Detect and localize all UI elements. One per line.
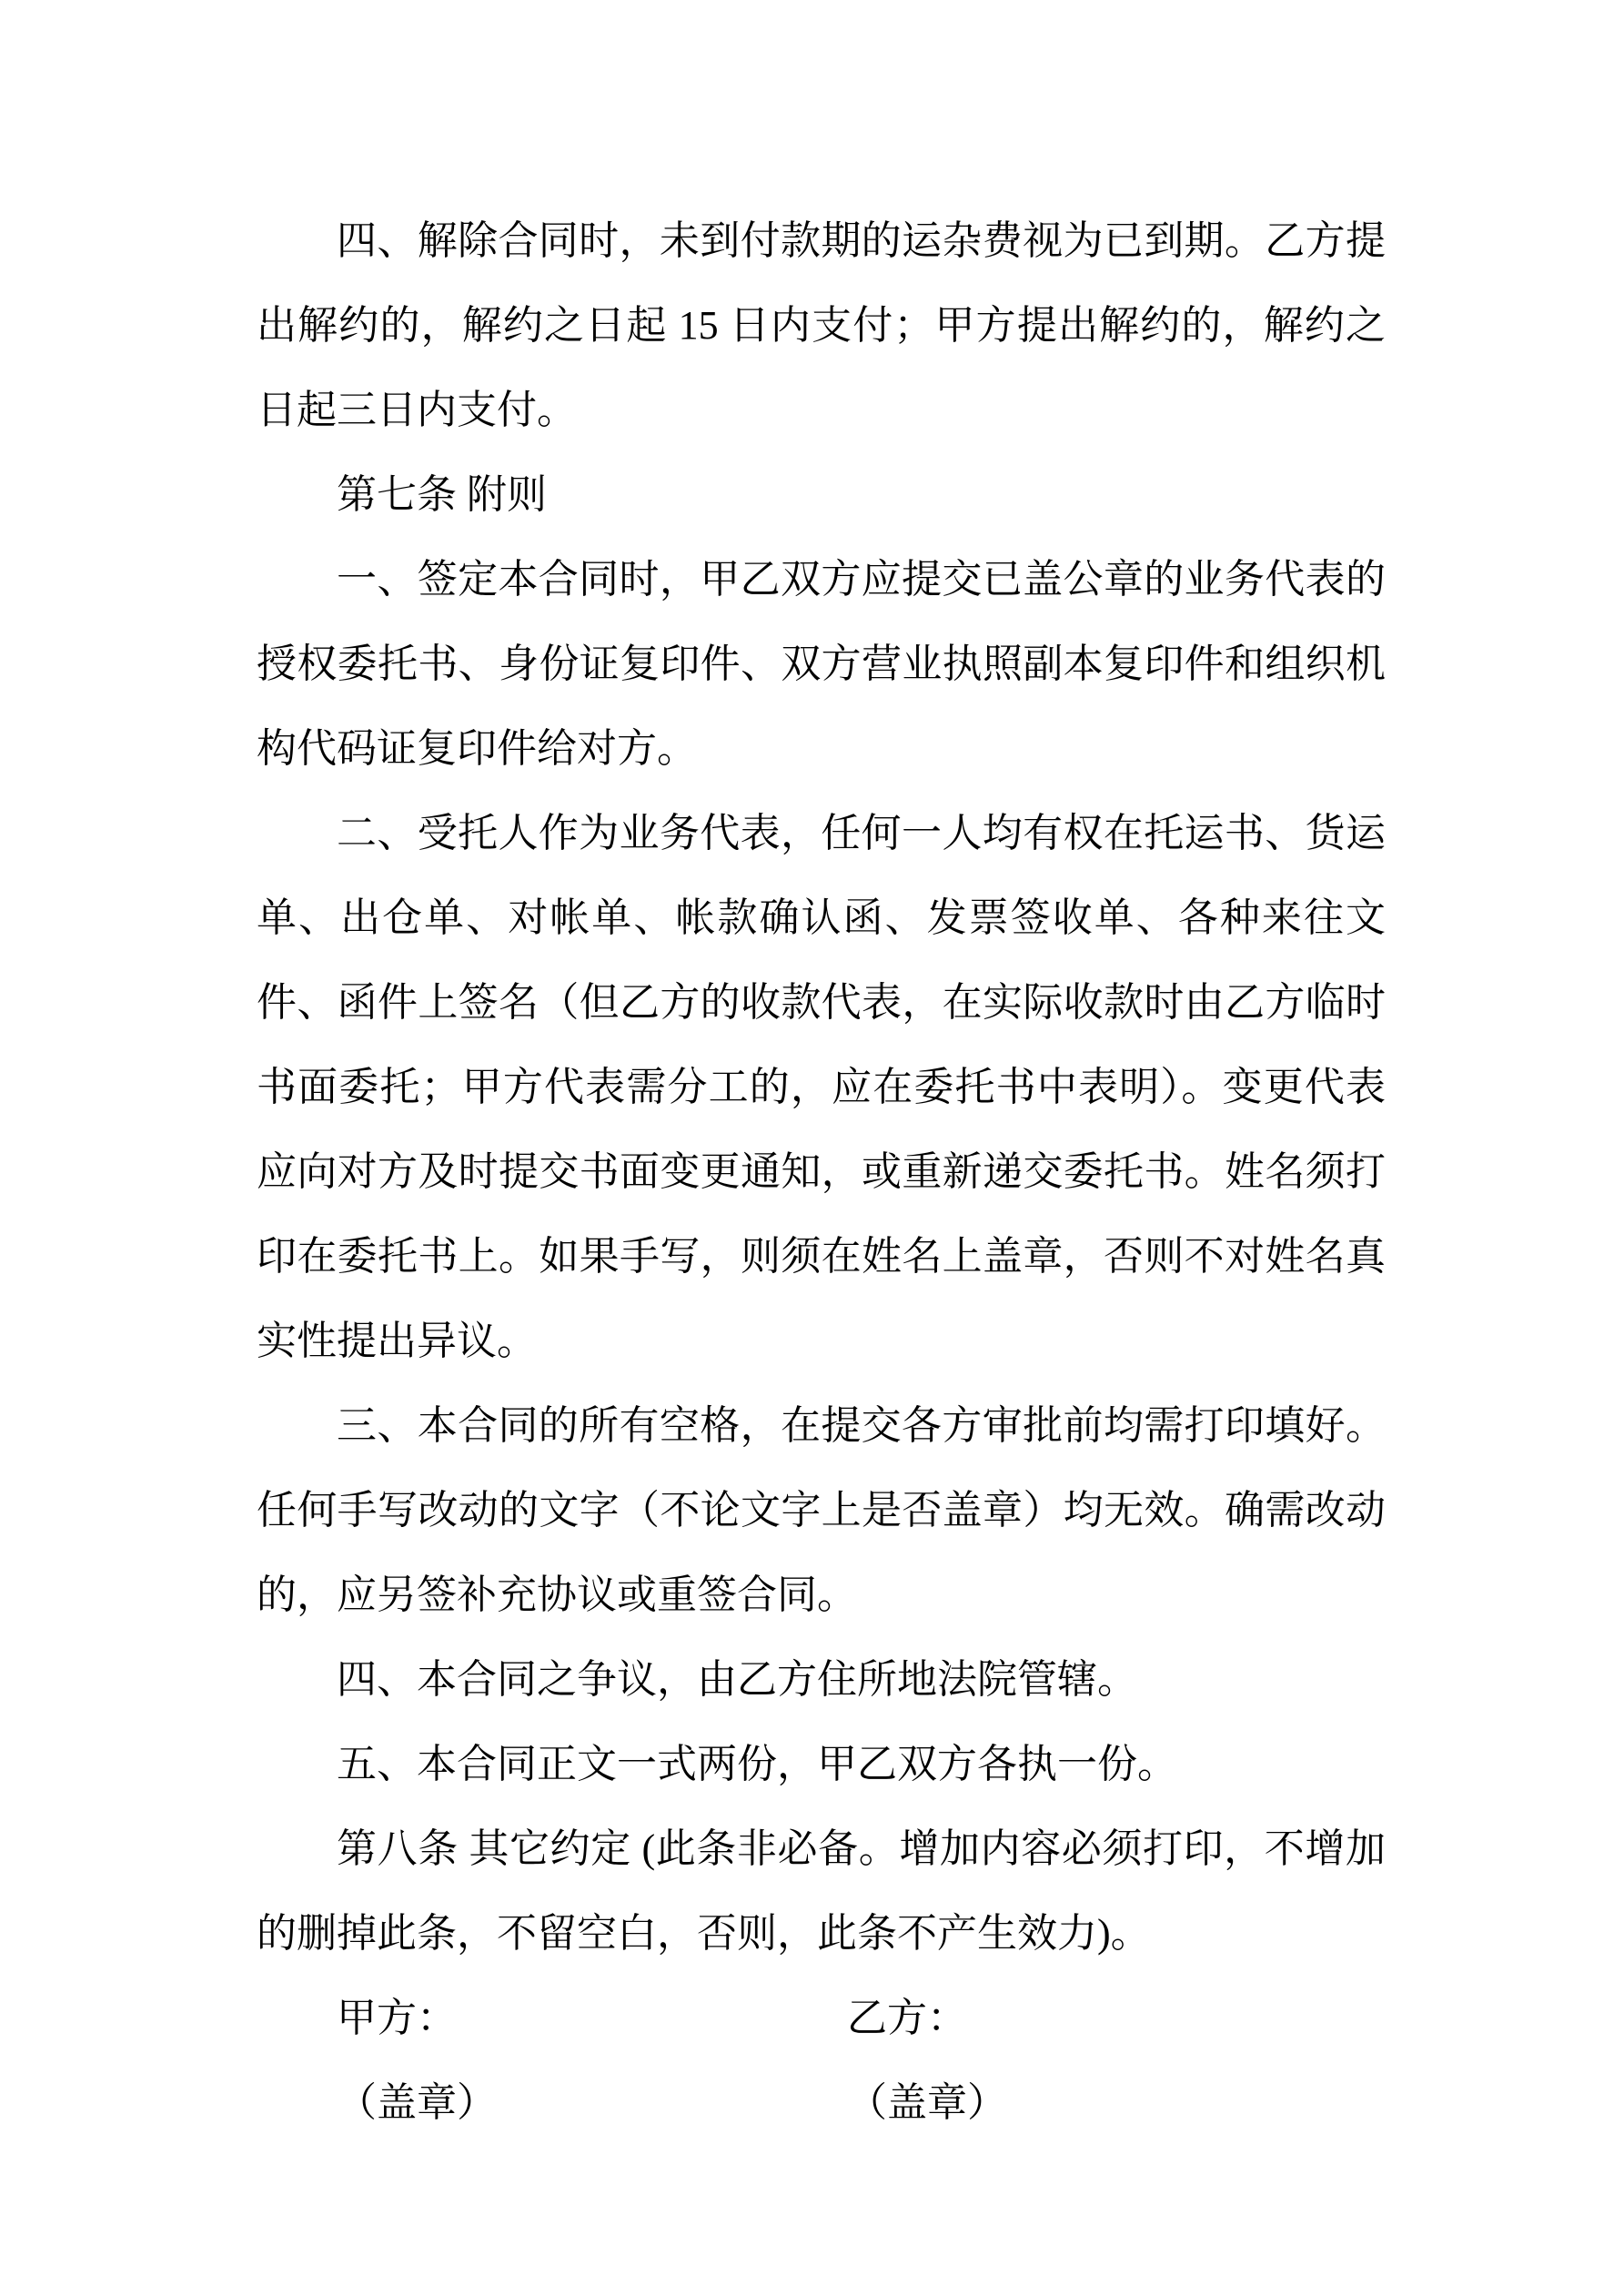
party-a-label: 甲方：: [337, 1996, 457, 2040]
para-clause4-termination-payment: 四、解除合同时，未到付款期的运杂费视为已到期。乙方提出解约的，解约之日起 15 日内支付；甲方提出解约的，解约之日起三日内支付。: [257, 218, 1386, 432]
party-b-label: 乙方：: [847, 1996, 967, 2040]
signature-parties-row: [257, 1976, 1386, 2060]
para-article-8-other-terms: 第八条 其它约定 (此条非必备。增加内容必须打印，不增加的删掉此条，不留空白，否则，此条不产生效力)。: [257, 1826, 1386, 1956]
para-article7-item1: 一、签定本合同时，甲乙双方应提交已盖公章的业务代表的授权委托书、身份证复印件、双方营业执照副本复印件和组织机构代码证复印件给对方。: [257, 557, 1386, 771]
heading-article-7: 第七条 附则: [337, 472, 547, 517]
para-article7-item3: 三、本合同的所有空格，在提交各方审批前均需打印填好。任何手写改动的文字（不论文字上是否盖章）均无效。确需改动的，应另签补充协议或重签合同。: [257, 1403, 1386, 1617]
para-article7-item2: 二、受托人作为业务代表，任何一人均有权在托运书、货运单、出仓单、对帐单、帐款确认函、发票签收单、各种来往文件、函件上签名（但乙方的收款代表，在实际收款时由乙方临时书面委托；甲方代表需分工的，应在委托书中表明）。变更代表应向对方及时提交书面变更通知，或重新递交委托书。姓名须打印在委托书上。如果手写，则须在姓名上盖章，否则不对姓名真实性提出异议。: [257, 811, 1386, 1363]
party-a-seal-label: （盖章）: [337, 2080, 497, 2125]
signature-seals-row: [257, 2060, 1386, 2145]
party-b-seal-label: （盖章）: [847, 2080, 1007, 2125]
para-article7-item5: 五、本合同正文一式两份，甲乙双方各执一份。: [337, 1742, 1177, 1786]
para-article7-item4: 四、本合同之争议，由乙方住所地法院管辖。: [337, 1657, 1137, 1702]
